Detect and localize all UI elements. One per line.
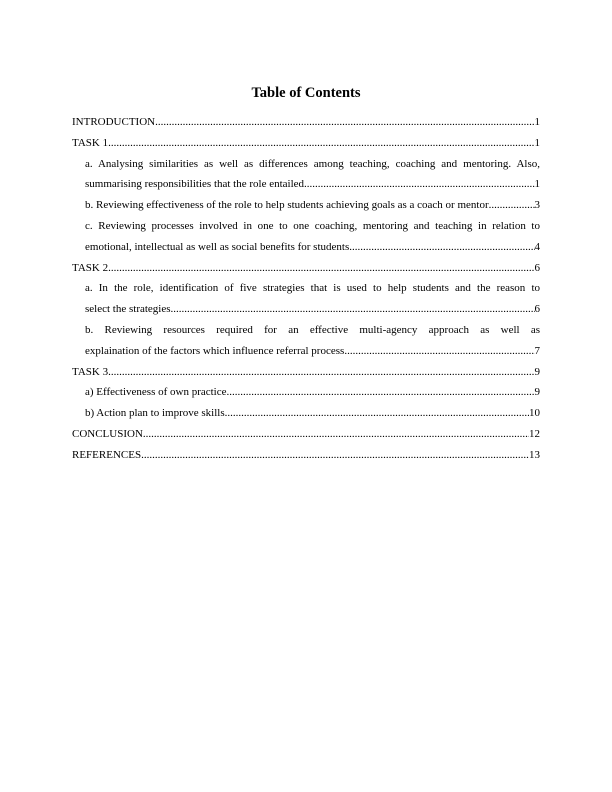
toc-page-number: 6 [534,261,540,274]
toc-entry-task-3-b[interactable] [72,403,540,424]
toc-entry-task-1-a[interactable] [72,154,540,196]
toc-page-number: 1 [534,178,540,191]
dot-leader [225,403,529,424]
dot-leader [155,112,534,133]
toc-page-number: 4 [534,240,540,253]
dot-leader [489,195,535,216]
toc-entry-label-line-1: a. Analysing similarities as well as differences among teaching, coaching and mentoring. Also, [85,157,540,170]
dot-leader [227,382,535,403]
toc-entry-task-3-a[interactable] [72,382,540,403]
toc-entry-task-1-b[interactable] [72,195,540,216]
dot-leader [141,445,529,466]
toc-entry-label: explaination of the factors which influence referral process [85,344,345,357]
dot-leader [143,424,529,445]
dot-leader [344,341,534,362]
toc-entry-task-2-a[interactable] [72,278,540,320]
toc-entry-label: b) Action plan to improve skills [85,407,225,420]
toc-entry-label: TASK 1 [72,136,109,149]
toc-entry-label: a) Effectiveness of own practice [85,386,227,399]
toc-page-number: 9 [534,386,540,399]
toc-entry-label-line-1: a. In the role, identification of five strategies that is used to help students and the reason to [85,282,540,295]
toc-title: Table of Contents [251,85,361,101]
toc-entry-label: TASK 3 [72,365,109,378]
dot-leader [108,362,534,383]
toc-page-number: 3 [534,199,540,212]
toc-entry-task-1[interactable] [72,133,540,154]
toc-entry-label: select the strategies [85,303,171,316]
dot-leader [171,299,535,320]
toc-page-number: 1 [534,116,540,128]
toc-entry-label: REFERENCES [72,448,142,461]
toc-page-number: 7 [534,344,540,357]
toc-page-number: 9 [534,365,540,378]
toc-entry-label: summarising responsibilities that the role entailed [85,178,305,191]
dot-leader [304,174,534,195]
dot-leader [108,133,534,154]
toc-entry-label: b. Reviewing effectiveness of the role to help students achieving goals as a coach or mentor [85,199,489,212]
table-of-contents [72,84,540,466]
toc-entry-task-2-b[interactable] [72,320,540,362]
dot-leader [108,258,534,279]
toc-entry-label-line-1: b. Reviewing resources required for an effective multi-agency approach as well as [85,323,540,336]
toc-page-number: 10 [529,407,540,420]
toc-entry-references[interactable] [72,445,540,466]
toc-entry-label: emotional, intellectual as well as social benefits for students [85,240,350,253]
toc-entry-task-2[interactable] [72,258,540,279]
toc-entry-label: INTRODUCTION [72,116,156,128]
toc-entry-label: TASK 2 [72,261,109,274]
toc-entry-label: CONCLUSION [72,427,143,440]
toc-entry-conclusion[interactable] [72,424,540,445]
toc-entry-task-1-c[interactable] [72,216,540,258]
toc-page-number: 6 [534,303,540,316]
toc-page-number: 12 [529,427,540,440]
toc-page-number: 1 [534,136,540,149]
dot-leader [349,237,534,258]
toc-entry-label-line-1: c. Reviewing processes involved in one to one coaching, mentoring and teaching in relation to [85,219,540,232]
toc-page-number: 13 [529,448,540,461]
toc-entry-introduction[interactable] [72,112,540,133]
toc-entry-task-3[interactable] [72,362,540,383]
